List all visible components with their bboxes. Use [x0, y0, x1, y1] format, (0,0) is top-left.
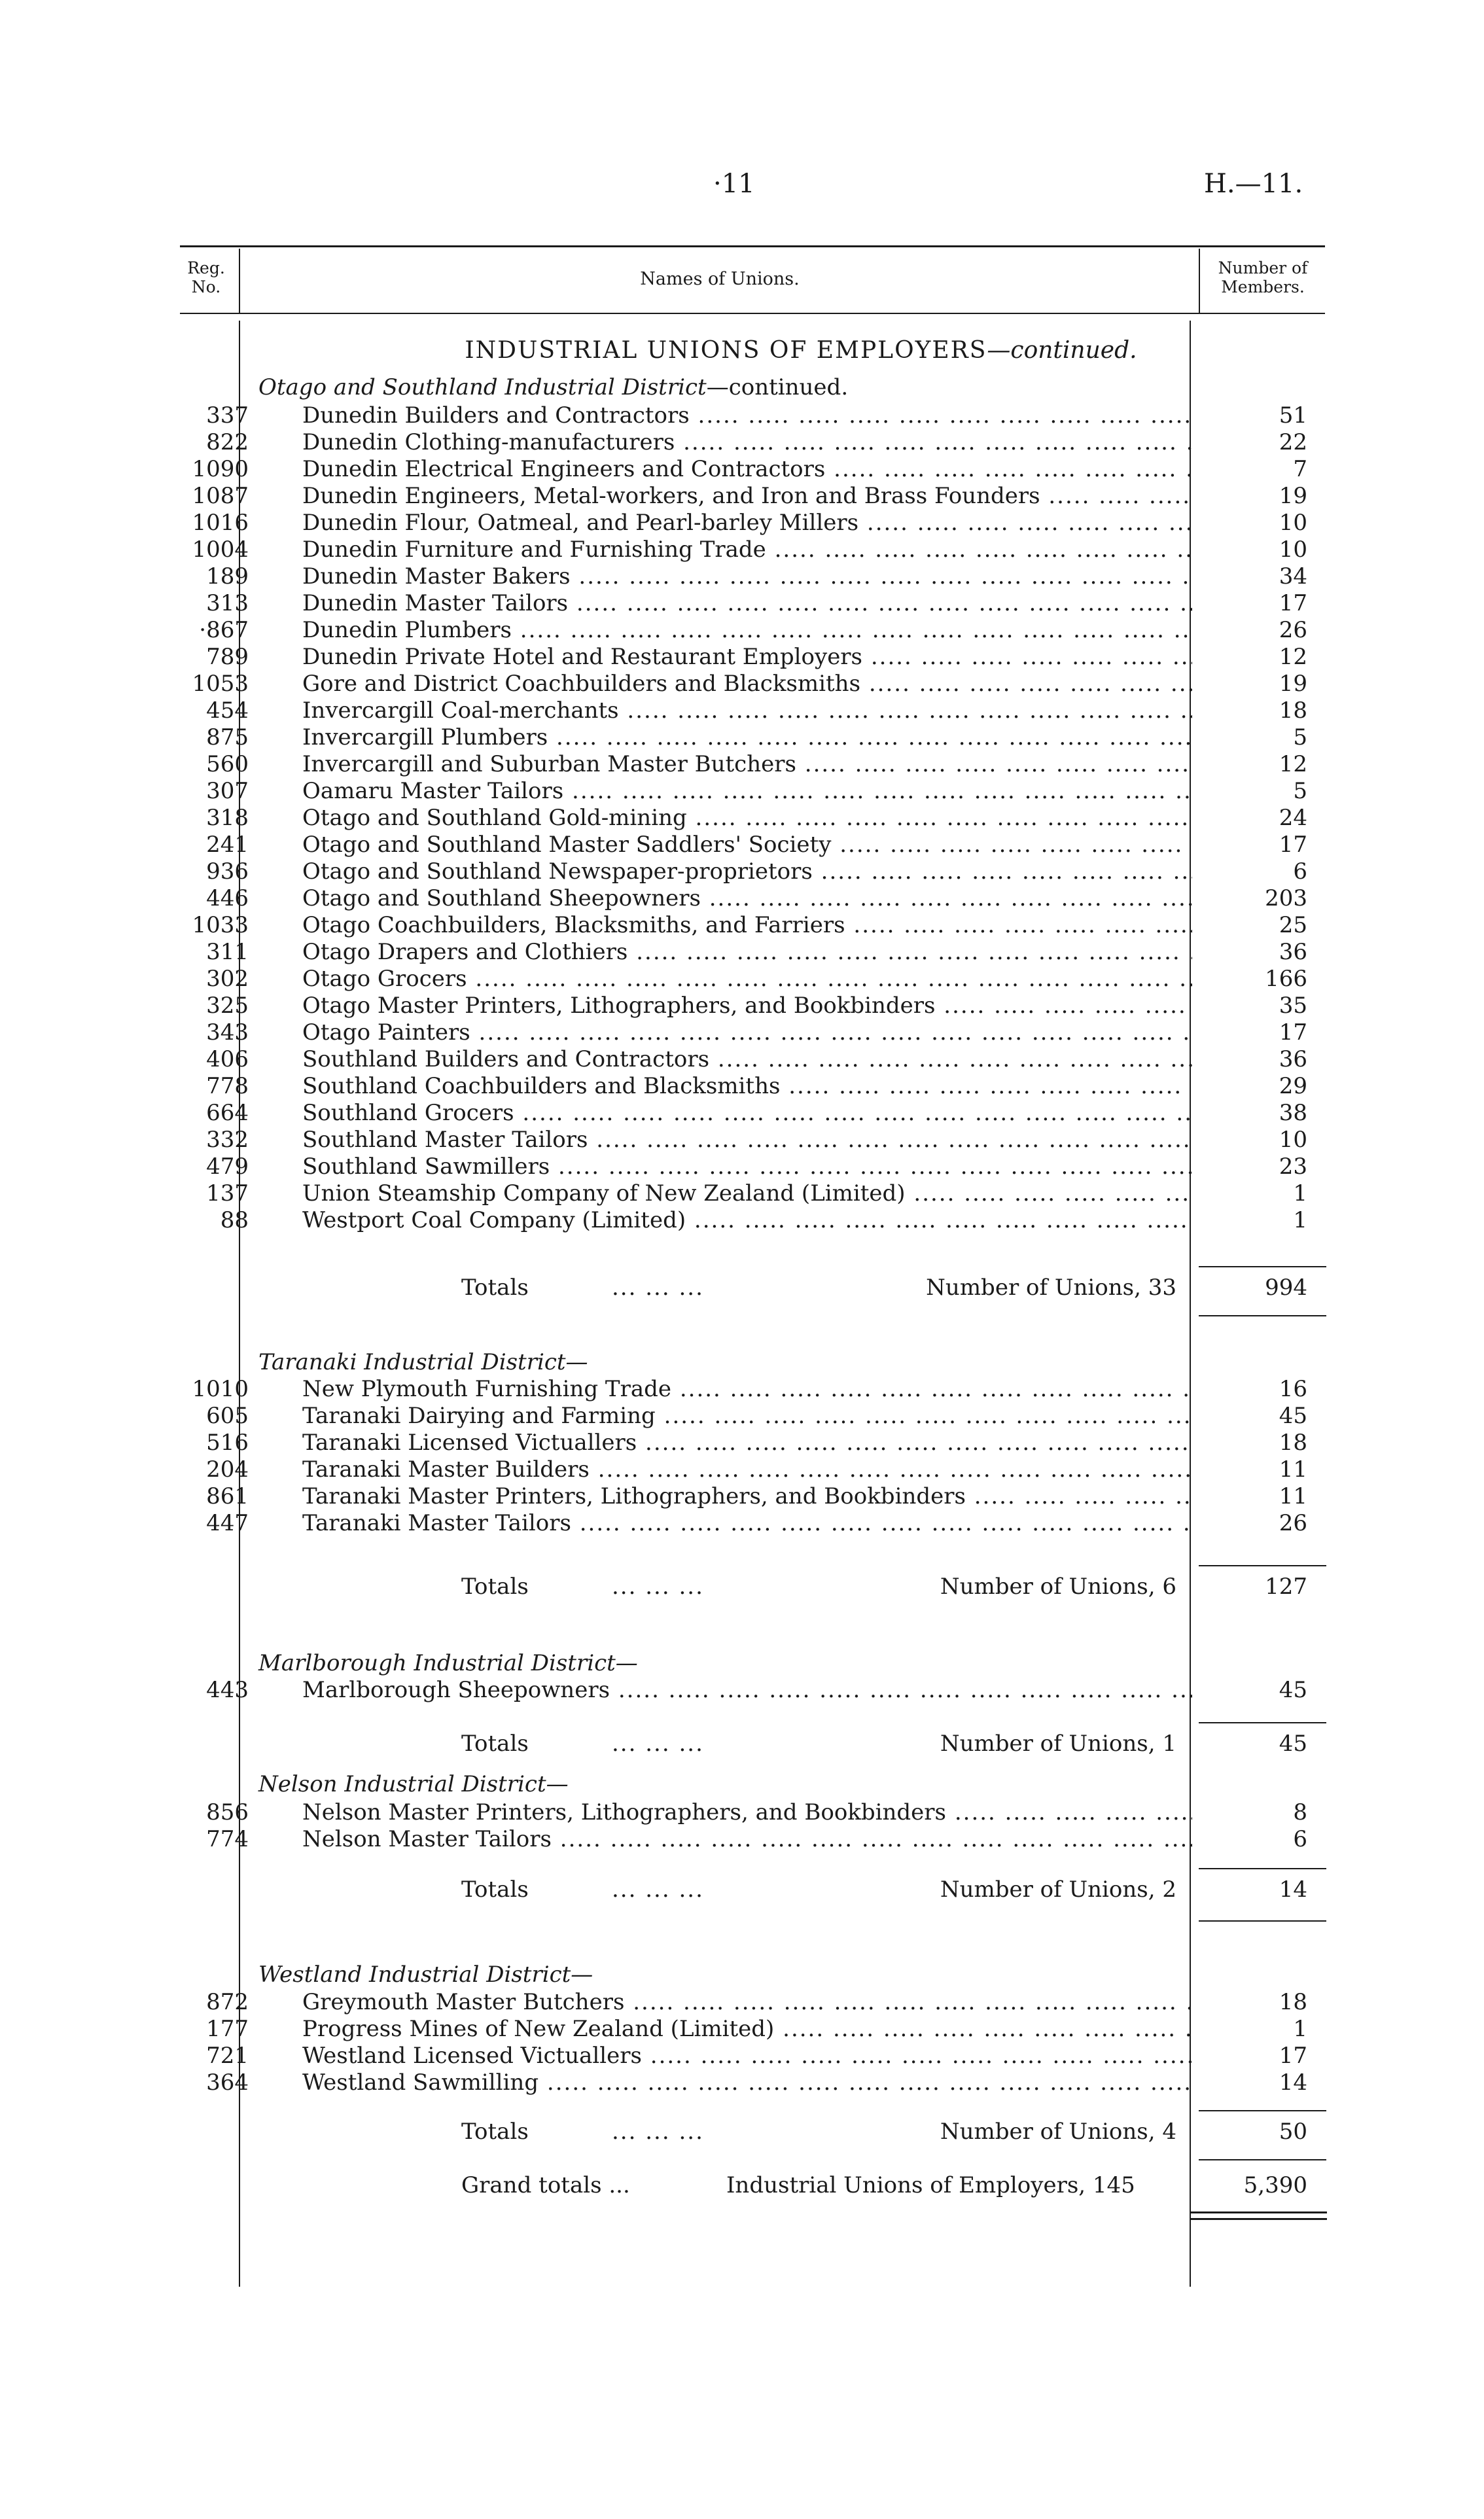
member-count: 26 — [1279, 617, 1307, 643]
member-count: 51 — [1279, 402, 1307, 429]
subtotal-rule-otago — [1199, 1266, 1326, 1267]
reg-number: 307 — [206, 778, 249, 804]
reg-number: 337 — [206, 402, 249, 429]
totals-label-westland: Totals — [461, 2119, 529, 2145]
table-row — [0, 1154, 1484, 1180]
grand-totals-count: Industrial Unions of Employers, 145 — [726, 2172, 1135, 2198]
union-name: Greymouth Master Butchers ..... — [302, 1989, 1192, 2016]
table-row — [0, 483, 1484, 510]
union-name: Gore and District Coachbuilders and Blacksmiths ..... — [302, 671, 1192, 697]
table-row — [0, 939, 1484, 966]
subtotal-rule-taranaki — [1199, 1565, 1326, 1566]
reg-number: 479 — [206, 1154, 249, 1180]
totals-count-otago: Number of Unions, 33 — [926, 1275, 1176, 1301]
reg-number: 1010 — [192, 1376, 249, 1402]
member-count: 166 — [1265, 966, 1307, 992]
union-name: Southland Coachbuilders and Blacksmiths ..... — [302, 1073, 1192, 1100]
member-count: 11 — [1279, 1456, 1307, 1483]
column-header-reg: Reg. No. — [187, 258, 225, 296]
union-name: Nelson Master Printers, Lithographers, and Bookbinders ..... — [302, 1799, 1192, 1826]
member-count: 22 — [1279, 429, 1307, 455]
totals-members-westland: 50 — [1279, 2119, 1307, 2145]
union-name: Westland Sawmilling ..... — [302, 2070, 1192, 2096]
table-row — [0, 1019, 1484, 1046]
totals-members-otago: 994 — [1265, 1275, 1307, 1301]
table-row — [0, 2043, 1484, 2070]
member-count: 35 — [1279, 993, 1307, 1019]
totals-dots-marlborough: ... ... ... — [612, 1731, 704, 1757]
reg-number: 872 — [206, 1989, 249, 2015]
district-heading-marlborough: Marlborough Industrial District— — [258, 1650, 638, 1676]
union-name: Taranaki Licensed Victuallers ..... — [302, 1430, 1192, 1456]
reg-number: 204 — [206, 1456, 249, 1483]
table-row — [0, 1100, 1484, 1127]
reg-number: 1033 — [192, 912, 249, 938]
reg-number: 137 — [206, 1180, 249, 1207]
table-row — [0, 966, 1484, 993]
reg-number: 778 — [206, 1073, 249, 1099]
grand-total-rule-1 — [1190, 2211, 1327, 2213]
union-name: Otago and Southland Gold-mining ..... — [302, 805, 1192, 832]
member-count: 29 — [1279, 1073, 1307, 1099]
member-count: 6 — [1293, 858, 1307, 885]
union-name: Union Steamship Company of New Zealand (Limited) ..... — [302, 1180, 1192, 1207]
member-count: 45 — [1279, 1403, 1307, 1429]
table-row — [0, 456, 1484, 483]
reg-number: 789 — [206, 644, 249, 670]
union-name: Southland Sawmillers ..... — [302, 1154, 1192, 1180]
reg-number: 454 — [206, 697, 249, 724]
totals-count-nelson: Number of Unions, 2 — [940, 1876, 1176, 1903]
section-title-main: INDUSTRIAL UNIONS OF EMPLOYERS — [465, 337, 987, 364]
reg-number: 332 — [206, 1127, 249, 1153]
reg-number: 364 — [206, 2070, 249, 2096]
subtotal-rule-nelson — [1199, 1868, 1326, 1869]
union-name: Dunedin Builders and Contractors ..... — [302, 402, 1192, 429]
table-row — [0, 1677, 1484, 1704]
member-count: 18 — [1279, 1989, 1307, 2015]
member-count: 12 — [1279, 644, 1307, 670]
reg-number: 605 — [206, 1403, 249, 1429]
reg-number: 560 — [206, 751, 249, 777]
reg-number: ·867 — [199, 617, 249, 643]
table-row — [0, 563, 1484, 590]
member-count: 36 — [1279, 1046, 1307, 1072]
totals-label-nelson: Totals — [461, 1876, 529, 1903]
district-heading-westland: Westland Industrial District— — [258, 1962, 593, 1988]
union-name: Taranaki Master Tailors ..... — [302, 1510, 1192, 1537]
union-name: Westport Coal Company (Limited) ..... — [302, 1207, 1192, 1234]
district-heading-taranaki: Taranaki Industrial District— — [258, 1349, 588, 1375]
union-name: Otago and Southland Master Saddlers' Society ..... — [302, 832, 1192, 858]
reg-number: 311 — [206, 939, 249, 965]
union-name: Oamaru Master Tailors ..... — [302, 778, 1192, 805]
totals-count-taranaki: Number of Unions, 6 — [940, 1574, 1176, 1600]
union-name: New Plymouth Furnishing Trade ..... — [302, 1376, 1192, 1403]
reg-number: 302 — [206, 966, 249, 992]
reg-number: 177 — [206, 2016, 249, 2042]
union-name: Dunedin Furniture and Furnishing Trade ..... — [302, 537, 1192, 563]
reg-number: 664 — [206, 1100, 249, 1126]
member-count: 18 — [1279, 697, 1307, 724]
page-number: ·11 — [713, 169, 755, 199]
grand-total-rule-2 — [1190, 2218, 1327, 2220]
table-row — [0, 429, 1484, 456]
totals-label-otago: Totals — [461, 1275, 529, 1301]
table-row — [0, 617, 1484, 644]
table-row — [0, 1073, 1484, 1100]
union-name: Otago Drapers and Clothiers ..... — [302, 939, 1192, 966]
reg-number: 189 — [206, 563, 249, 590]
union-name: Otago Painters ..... — [302, 1019, 1192, 1046]
union-name: Taranaki Master Builders ..... — [302, 1456, 1192, 1483]
member-count: 18 — [1279, 1430, 1307, 1456]
member-count: 19 — [1279, 483, 1307, 509]
reg-number: 875 — [206, 724, 249, 750]
union-name: Dunedin Electrical Engineers and Contractors ..... — [302, 456, 1192, 483]
member-count: 26 — [1279, 1510, 1307, 1536]
union-name: Otago Coachbuilders, Blacksmiths, and Farriers ..... — [302, 912, 1192, 939]
union-name: Progress Mines of New Zealand (Limited) ..... — [302, 2016, 1192, 2043]
totals-members-nelson: 14 — [1279, 1876, 1307, 1903]
member-count: 23 — [1279, 1154, 1307, 1180]
reg-number: 241 — [206, 832, 249, 858]
totals-count-westland: Number of Unions, 4 — [940, 2119, 1176, 2145]
table-top-rule — [180, 245, 1325, 247]
column-header-names: Names of Unions. — [640, 269, 800, 289]
reg-number: 318 — [206, 805, 249, 831]
table-row — [0, 778, 1484, 805]
member-count: 8 — [1293, 1799, 1307, 1825]
reg-number: 325 — [206, 993, 249, 1019]
union-name: Taranaki Dairying and Farming ..... — [302, 1403, 1192, 1430]
member-count: 6 — [1293, 1826, 1307, 1852]
table-row — [0, 993, 1484, 1019]
table-row — [0, 1799, 1484, 1826]
union-name: Southland Grocers ..... — [302, 1100, 1192, 1127]
reg-number: 774 — [206, 1826, 249, 1852]
reg-number: 1004 — [192, 537, 249, 563]
district-suffix: —continued. — [706, 374, 849, 400]
reg-number: 447 — [206, 1510, 249, 1536]
reg-number: 1090 — [192, 456, 249, 482]
totals-count-marlborough: Number of Unions, 1 — [940, 1731, 1176, 1757]
table-row — [0, 805, 1484, 832]
section-title — [59, 337, 1484, 364]
union-name: Otago Grocers ..... — [302, 966, 1192, 993]
table-row — [0, 1989, 1484, 2016]
table-row — [0, 402, 1484, 429]
table-row — [0, 1826, 1484, 1853]
member-count: 17 — [1279, 1019, 1307, 1046]
union-name: Taranaki Master Printers, Lithographers, and Bookbinders ..... — [302, 1483, 1192, 1510]
totals-dots-nelson: ... ... ... — [612, 1876, 704, 1903]
column-header-members: Number of Members. — [1218, 258, 1308, 296]
reg-number: 856 — [206, 1799, 249, 1825]
table-row — [0, 1456, 1484, 1483]
member-count: 1 — [1293, 1207, 1307, 1233]
total-rule-westland — [1199, 2159, 1326, 2160]
union-name: Westland Licensed Victuallers ..... — [302, 2043, 1192, 2070]
grand-totals-label: Grand totals ... — [461, 2172, 630, 2198]
section-title-suffix: —continued. — [987, 337, 1137, 364]
union-name: Dunedin Clothing-manufacturers ..... — [302, 429, 1192, 456]
table-row — [0, 885, 1484, 912]
grand-totals-members: 5,390 — [1243, 2172, 1307, 2198]
totals-members-taranaki: 127 — [1265, 1574, 1307, 1600]
totals-dots-westland: ... ... ... — [612, 2119, 704, 2145]
reg-number: 443 — [206, 1677, 249, 1703]
member-count: 12 — [1279, 751, 1307, 777]
table-header-rule — [180, 313, 1325, 314]
table-row — [0, 1430, 1484, 1456]
total-rule-otago — [1199, 1315, 1326, 1316]
district-heading-otago — [258, 374, 848, 400]
union-name: Otago and Southland Newspaper-proprietors ..... — [302, 858, 1192, 885]
union-name: Dunedin Flour, Oatmeal, and Pearl-barley Millers ..... — [302, 510, 1192, 537]
member-count: 34 — [1279, 563, 1307, 590]
member-count: 10 — [1279, 537, 1307, 563]
district-heading-nelson: Nelson Industrial District— — [258, 1771, 569, 1797]
member-count: 25 — [1279, 912, 1307, 938]
union-name: Southland Master Tailors ..... — [302, 1127, 1192, 1154]
district-name: Otago and Southland Industrial District — [258, 374, 707, 400]
union-name: Southland Builders and Contractors ..... — [302, 1046, 1192, 1073]
totals-dots-taranaki: ... ... ... — [612, 1574, 704, 1600]
table-row — [0, 1180, 1484, 1207]
table-row — [0, 912, 1484, 939]
member-count: 10 — [1279, 510, 1307, 536]
column-divider-header-right — [1199, 249, 1200, 314]
member-count: 38 — [1279, 1100, 1307, 1126]
table-row — [0, 858, 1484, 885]
table-row — [0, 1127, 1484, 1154]
table-row — [0, 2070, 1484, 2096]
union-name: Otago Master Printers, Lithographers, and Bookbinders ..... — [302, 993, 1192, 1019]
union-name: Dunedin Private Hotel and Restaurant Employers ..... — [302, 644, 1192, 671]
reg-number: 1087 — [192, 483, 249, 509]
totals-label-marlborough: Totals — [461, 1731, 529, 1757]
member-count: 17 — [1279, 590, 1307, 616]
member-count: 19 — [1279, 671, 1307, 697]
totals-members-marlborough: 45 — [1279, 1731, 1307, 1757]
reg-number: 343 — [206, 1019, 249, 1046]
member-count: 10 — [1279, 1127, 1307, 1153]
table-row — [0, 751, 1484, 778]
table-row — [0, 590, 1484, 617]
table-row — [0, 2016, 1484, 2043]
table-row — [0, 832, 1484, 858]
table-row — [0, 671, 1484, 697]
table-row — [0, 724, 1484, 751]
union-name: Dunedin Engineers, Metal-workers, and Iron and Brass Founders ..... — [302, 483, 1192, 510]
member-count: 203 — [1265, 885, 1307, 911]
total-rule-nelson — [1199, 1920, 1326, 1922]
table-row — [0, 697, 1484, 724]
member-count: 24 — [1279, 805, 1307, 831]
table-row — [0, 1483, 1484, 1510]
union-name: Marlborough Sheepowners ..... — [302, 1677, 1192, 1704]
column-divider-header-left — [239, 249, 240, 314]
member-count: 1 — [1293, 2016, 1307, 2042]
reg-number: 313 — [206, 590, 249, 616]
table-row — [0, 1403, 1484, 1430]
member-count: 1 — [1293, 1180, 1307, 1207]
reg-number: 406 — [206, 1046, 249, 1072]
union-name: Dunedin Master Tailors ..... — [302, 590, 1192, 617]
member-count: 17 — [1279, 832, 1307, 858]
union-name: Otago and Southland Sheepowners ..... — [302, 885, 1192, 912]
table-row — [0, 1046, 1484, 1073]
table-row — [0, 1207, 1484, 1234]
reg-number: 88 — [220, 1207, 249, 1233]
union-name: Invercargill and Suburban Master Butchers ..... — [302, 751, 1192, 778]
table-row — [0, 537, 1484, 563]
reg-number: 936 — [206, 858, 249, 885]
reg-number: 861 — [206, 1483, 249, 1509]
reg-number: 1053 — [192, 671, 249, 697]
reg-number: 822 — [206, 429, 249, 455]
table-row — [0, 510, 1484, 537]
member-count: 5 — [1293, 778, 1307, 804]
table-row — [0, 1510, 1484, 1537]
reg-number: 1016 — [192, 510, 249, 536]
union-name: Invercargill Coal-merchants ..... — [302, 697, 1192, 724]
member-count: 5 — [1293, 724, 1307, 750]
table-row — [0, 1376, 1484, 1403]
member-count: 16 — [1279, 1376, 1307, 1402]
reg-number: 516 — [206, 1430, 249, 1456]
member-count: 14 — [1279, 2070, 1307, 2096]
member-count: 17 — [1279, 2043, 1307, 2069]
union-name: Dunedin Plumbers ..... — [302, 617, 1192, 644]
member-count: 45 — [1279, 1677, 1307, 1703]
reg-number: 721 — [206, 2043, 249, 2069]
member-count: 36 — [1279, 939, 1307, 965]
member-count: 7 — [1293, 456, 1307, 482]
totals-dots-otago: ... ... ... — [612, 1275, 704, 1301]
table-row — [0, 644, 1484, 671]
subtotal-rule-westland — [1199, 2110, 1326, 2111]
union-name: Nelson Master Tailors ..... — [302, 1826, 1192, 1853]
union-name: Dunedin Master Bakers ..... — [302, 563, 1192, 590]
document-code: H.—11. — [1204, 169, 1303, 199]
totals-label-taranaki: Totals — [461, 1574, 529, 1600]
subtotal-rule-marlborough — [1199, 1722, 1326, 1723]
union-name: Invercargill Plumbers ..... — [302, 724, 1192, 751]
member-count: 11 — [1279, 1483, 1307, 1509]
reg-number: 446 — [206, 885, 249, 911]
